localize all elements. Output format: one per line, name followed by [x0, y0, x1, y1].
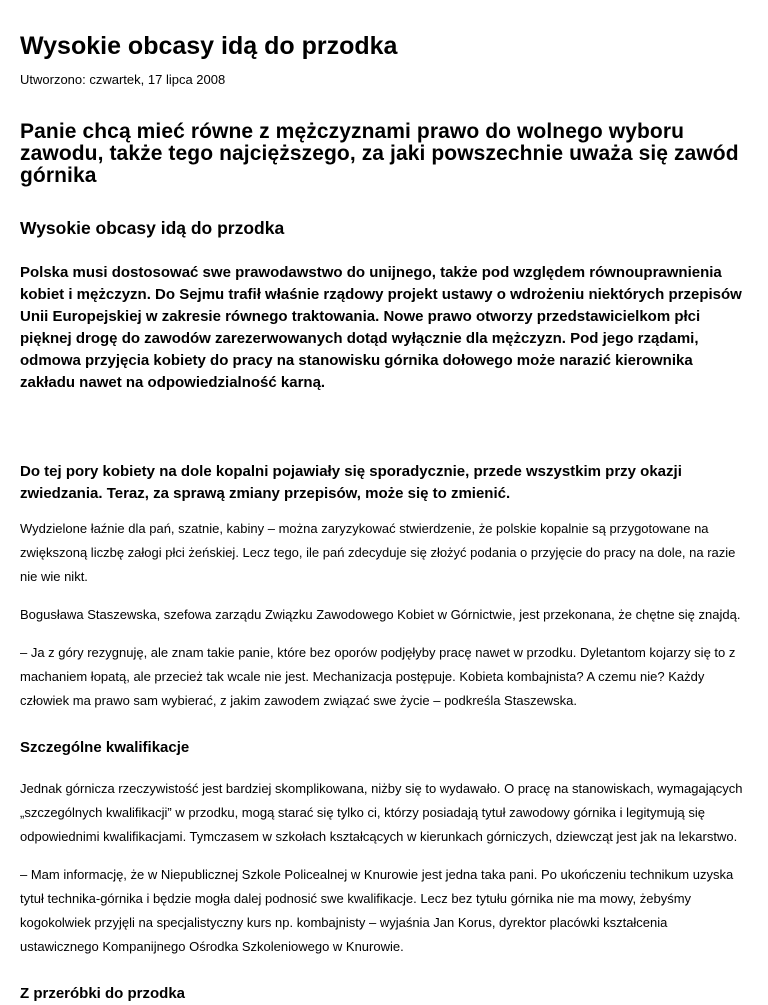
body-paragraph: – Ja z góry rezygnuję, ale znam takie panie, które bez oporów podjęłyby pracę nawet w przodku. Dyletantom kojarzy się to z machaniem łopatą, ale przecież tak wcale nie jest. Mechanizacja postępuje. Kobieta kombajnista? A czemu nie? Każdy człowiek ma prawo sam wybierać, z jakim zawodem związać swe życie – podkreśla Staszewska. — [20, 645, 736, 708]
article-title: Wysokie obcasy idą do przodka — [20, 32, 398, 60]
body-paragraph: Wydzielone łaźnie dla pań, szatnie, kabiny – można zaryzykować stwierdzenie, że polskie kopalnie są przygotowane na zwiększoną liczbę załogi płci żeńskiej. Lecz tego, ile pań zdecyduje się złożyć podania o przyjęcie do pracy na dole, na razie nie wie nikt. — [20, 521, 736, 584]
section-heading-szczegolne-kwalifikacje: Szczególne kwalifikacje — [20, 739, 190, 756]
lead-paragraph-2: Do tej pory kobiety na dole kopalni pojawiały się sporadycznie, przede wszystkim przy okazji zwiedzania. Teraz, za sprawą zmiany przepisów, może się to zmienić. — [20, 463, 682, 502]
created-date: Utworzono: czwartek, 17 lipca 2008 — [20, 72, 226, 87]
lead-paragraph: Polska musi dostosować swe prawodawstwo do unijnego, także pod względem równouprawnienia kobiet i mężczyzn. Do Sejmu trafił właśnie rządowy projekt ustawy o wdrożeniu niektórych przepisów Unii Europejskiej w zakresie równego traktowania. Nowe prawo otworzy przedstawicielkom płci pięknej drogę do zawodów zarezerwowanych dotąd wyłącznie dla mężczyzn. Pod jego rządami, odmowa przyjęcia kobiety do pracy na stanowisku górnika dołowego może narazić kierownika zakładu nawet na odpowiedzialność karną. — [20, 264, 742, 391]
body-paragraph: – Mam informację, że w Niepublicznej Szkole Policealnej w Knurowie jest jedna taka pani. Po ukończeniu technikum uzyska tytuł technika-górnika i będzie mogła dalej podnosić swe kwalifikacje. Lecz bez tytułu górnika nie ma mowy, żebyśmy kogokolwiek przyjęli na specjalistyczny kurs np. kombajnisty – wyjaśnia Jan Korus, dyrektor placówki kształcenia ustawicznego Kompanijnego Ośrodka Szkoleniowego w Knurowie. — [20, 867, 734, 954]
article-subhead: Wysokie obcasy idą do przodka — [20, 218, 285, 238]
body-paragraph: Jednak górnicza rzeczywistość jest bardziej skomplikowana, niżby się to wydawało. O pracę na stanowiskach, wymagających „szczególnych kwalifikacji” w przodku, mogą starać się tylko ci, którzy posiadają tytuł zawodowy górnika i legitymują się odpowiednimi kwalifikacjami. Tymczasem w szkołach kształcących w kierunkach górniczych, dziewcząt jest jak na lekarstwo. — [20, 781, 743, 844]
article-headline: Panie chcą mieć równe z mężczyznami prawo do wolnego wyboru zawodu, także tego najcięższego, za jaki powszechnie uważa się zawód górnika — [20, 120, 739, 187]
section-heading-z-przerobki-do-przodka: Z przeróbki do przodka — [20, 985, 186, 1002]
body-paragraph: Bogusława Staszewska, szefowa zarządu Związku Zawodowego Kobiet w Górnictwie, jest przekonana, że chętne się znajdą. — [20, 607, 741, 622]
